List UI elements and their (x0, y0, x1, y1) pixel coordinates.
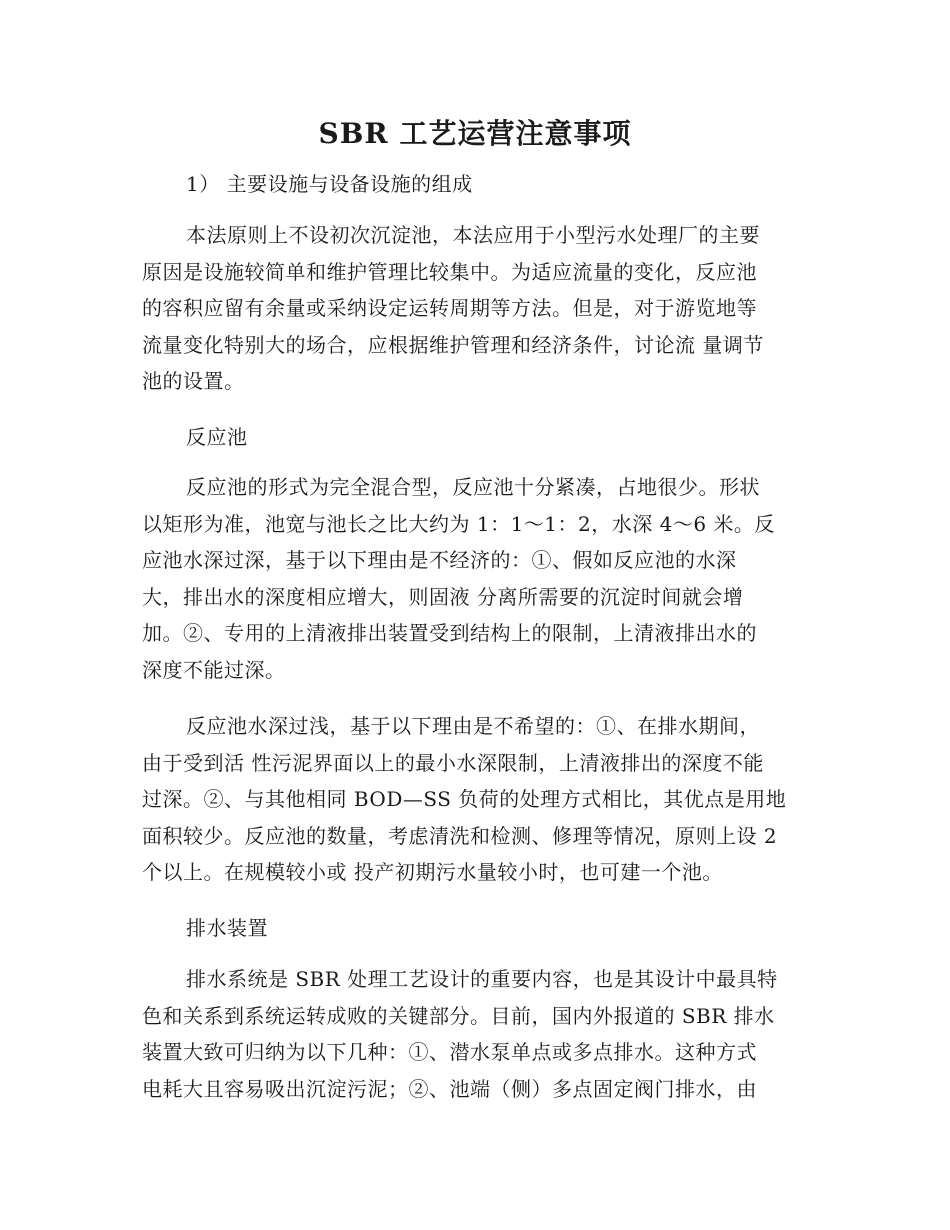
paragraph-line: 深度不能过深。 (142, 657, 286, 682)
section-heading-drainage-device: 排水装置 (186, 916, 268, 940)
paragraph-line: 反应池的形式为完全混合型，反应池十分紧凑，占地很少。形状 (186, 475, 760, 499)
document-title: SBR 工艺运营注意事项 (318, 117, 632, 150)
paragraph-4 (142, 961, 810, 1107)
paragraph-3 (142, 708, 810, 891)
paragraph-line: 色和关系到系统运转成败的关键部分。目前，国内外报道的 SBR 排水 (142, 1003, 775, 1028)
paragraph-line: 个以上。在规模较小或 投产初期污水量较小时，也可建一个池。 (142, 860, 723, 884)
paragraph-line: 反应池水深过浅，基于以下理由是不希望的：①、在排水期间， (186, 714, 760, 738)
section-heading-reaction-tank: 反应池 (186, 425, 248, 449)
paragraph-line: 过深。②、与其他相同 BOD—SS 负荷的处理方式相比，其优点是用地 (142, 787, 787, 811)
paragraph-line: 的容积应留有余量或采纳设定运转周期等方法。但是，对于游览地等 (142, 296, 757, 320)
paragraph-2 (142, 469, 810, 688)
paragraph-line: 本法原则上不设初次沉淀池，本法应用于小型污水处理厂的主要 (186, 223, 760, 247)
paragraph-line: 装置大致可归纳为以下几种：①、潜水泵单点或多点排水。这种方式 (142, 1040, 757, 1064)
paragraph-line: 以矩形为准，池宽与池长之比大约为 1：1～1：2，水深 4～6 米。反 (142, 511, 775, 536)
paragraph-line: 大，排出水的深度相应增大，则固液 分离所需要的沉淀时间就会增 (142, 584, 744, 609)
paragraph-line: 面积较少。反应池的数量，考虑清洗和检测、修理等情况，原则上设 2 (142, 823, 778, 848)
paragraph-line: 排水系统是 SBR 处理工艺设计的重要内容，也是其设计中最具特 (186, 967, 778, 991)
paragraph-line: 电耗大且容易吸出沉淀污泥；②、池端（侧）多点固定阀门排水，由 (142, 1076, 757, 1101)
paragraph-line: 池的设置。 (142, 369, 245, 393)
paragraph-line: 应池水深过深，基于以下理由是不经济的：①、假如反应池的水深 (142, 548, 737, 572)
paragraph-line: 由于受到活 性污泥界面以上的最小水深限制，上清液排出的深度不能 (142, 750, 764, 775)
paragraph-line: 原因是设施较简单和维护管理比较集中。为适应流量的变化，反应池 (142, 259, 757, 284)
paragraph-line: 流量变化特别大的场合，应根据维护管理和经济条件，讨论流 量调节 (142, 332, 764, 357)
section-heading-facilities: 1） 主要设施与设备设施的组成 (186, 172, 473, 196)
paragraph-line: 加。②、专用的上清液排出装置受到结构上的限制，上清液排出水的 (142, 621, 757, 645)
paragraph-1 (142, 217, 810, 400)
